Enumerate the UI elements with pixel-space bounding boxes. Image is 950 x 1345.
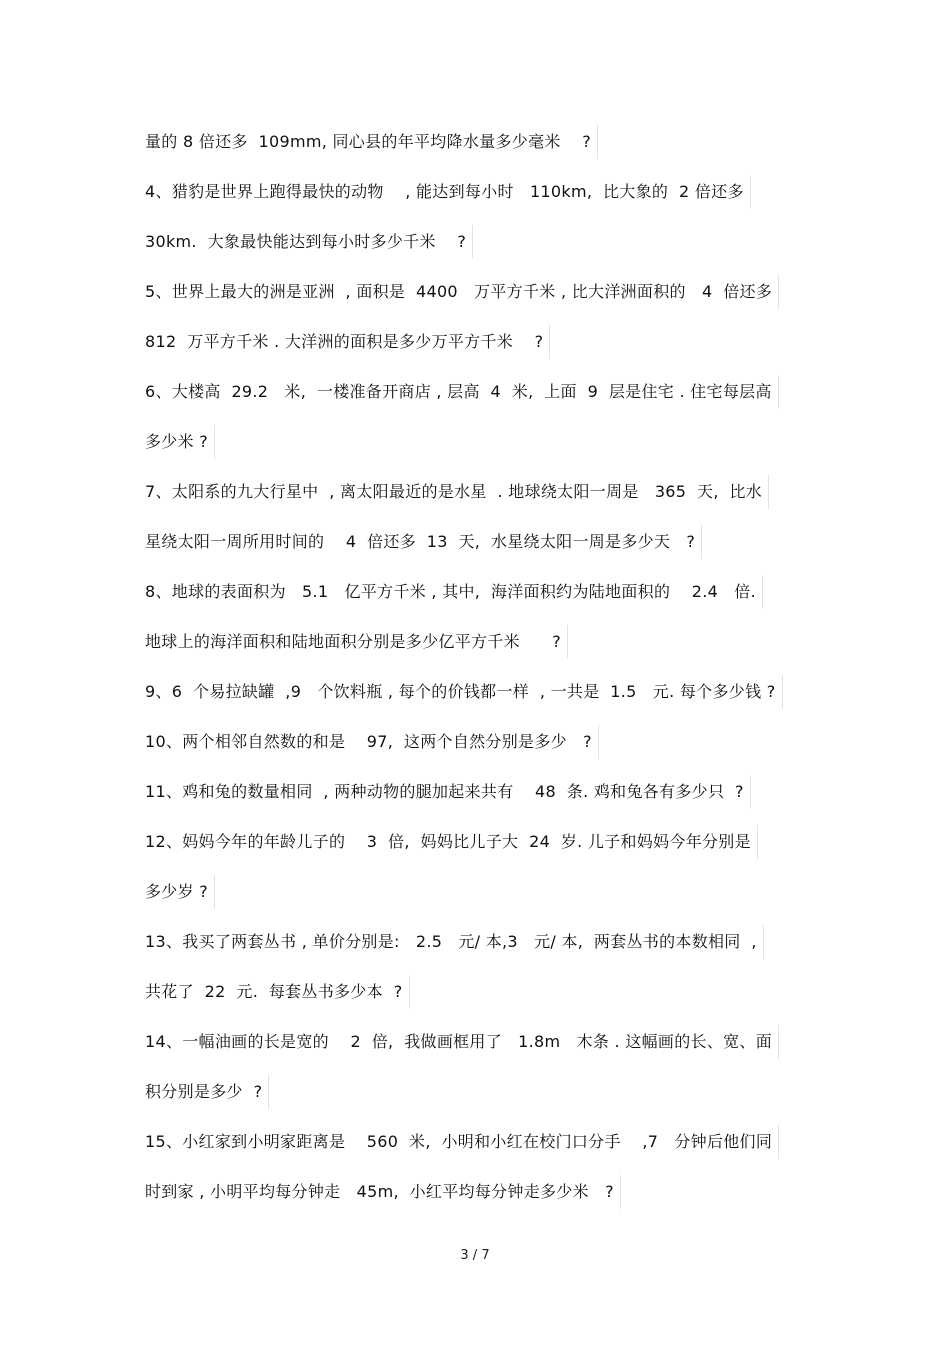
text-line-content: 15、小红家到小明家距离是 560 米, 小明和小红在校门口分手 ,7 分钟后他们同 [145,1125,779,1159]
text-line [145,975,815,1025]
text-line [145,625,815,675]
text-line-content: 8、地球的表面积为 5.1 亿平方千米 , 其中, 海洋面积约为陆地面积的 2.4 倍. [145,575,763,609]
text-line [145,1125,815,1175]
text-line-content: 地球上的海洋面积和陆地面积分别是多少亿平方千米 ? [145,625,568,659]
text-line-content: 812 万平方千米 . 大洋洲的面积是多少万平方千米 ? [145,325,550,359]
text-line-content: 量的 8 倍还多 109mm, 同心县的年平均降水量多少毫米 ? [145,125,598,159]
text-line [145,325,815,375]
text-line [145,525,815,575]
text-line-content: 10、两个相邻自然数的和是 97, 这两个自然分别是多少 ? [145,725,599,759]
text-line-content: 星绕太阳一周所用时间的 4 倍还多 13 天, 水星绕太阳一周是多少天 ? [145,525,702,559]
text-line-content: 时到家 , 小明平均每分钟走 45m, 小红平均每分钟走多少米 ? [145,1175,621,1209]
text-line [145,1075,815,1125]
text-line [145,675,815,725]
text-line [145,275,815,325]
text-line-content: 7、太阳系的九大行星中 , 离太阳最近的是水星 . 地球绕太阳一周是 365 天, 比水 [145,475,769,509]
text-line [145,925,815,975]
page-number: 3 / 7 [460,1248,490,1263]
text-line [145,225,815,275]
text-line [145,175,815,225]
text-line [145,825,815,875]
text-line [145,1175,815,1225]
text-line-content: 12、妈妈今年的年龄儿子的 3 倍, 妈妈比儿子大 24 岁. 儿子和妈妈今年分别是 [145,825,758,859]
text-line-content: 30km. 大象最快能达到每小时多少千米 ? [145,225,473,259]
text-line [145,875,815,925]
text-line-content: 6、大楼高 29.2 米, 一楼准备开商店 , 层高 4 米, 上面 9 层是住宅 . 住宅每层高 [145,375,779,409]
text-line-content: 13、我买了两套丛书 , 单价分别是: 2.5 元/ 本,3 元/ 本, 两套丛书的本数相同 , [145,925,764,959]
text-line-content: 多少米 ? [145,425,215,459]
problem-text-block [145,125,815,1225]
text-line-content: 共花了 22 元. 每套丛书多少本 ? [145,975,410,1009]
text-line [145,375,815,425]
text-line-content: 多少岁 ? [145,875,215,909]
text-line [145,575,815,625]
text-line-content: 14、一幅油画的长是宽的 2 倍, 我做画框用了 1.8m 木条 . 这幅画的长、宽、面 [145,1025,779,1059]
text-line-content: 4、猎豹是世界上跑得最快的动物 , 能达到每小时 110km, 比大象的 2 倍还多 [145,175,751,209]
text-line-content: 11、鸡和兔的数量相同 , 两种动物的腿加起来共有 48 条. 鸡和兔各有多少只 ? [145,775,751,809]
text-line [145,775,815,825]
text-line-content: 5、世界上最大的洲是亚洲 , 面积是 4400 万平方千米 , 比大洋洲面积的 4 倍还多 [145,275,779,309]
text-line [145,725,815,775]
text-line-content: 积分别是多少 ? [145,1075,269,1109]
text-line [145,475,815,525]
text-line [145,125,815,175]
text-line-content: 9、6 个易拉缺罐 ,9 个饮料瓶 , 每个的价钱都一样 , 一共是 1.5 元. 每个多少钱 ? [145,675,783,709]
text-line [145,425,815,475]
text-line [145,1025,815,1075]
